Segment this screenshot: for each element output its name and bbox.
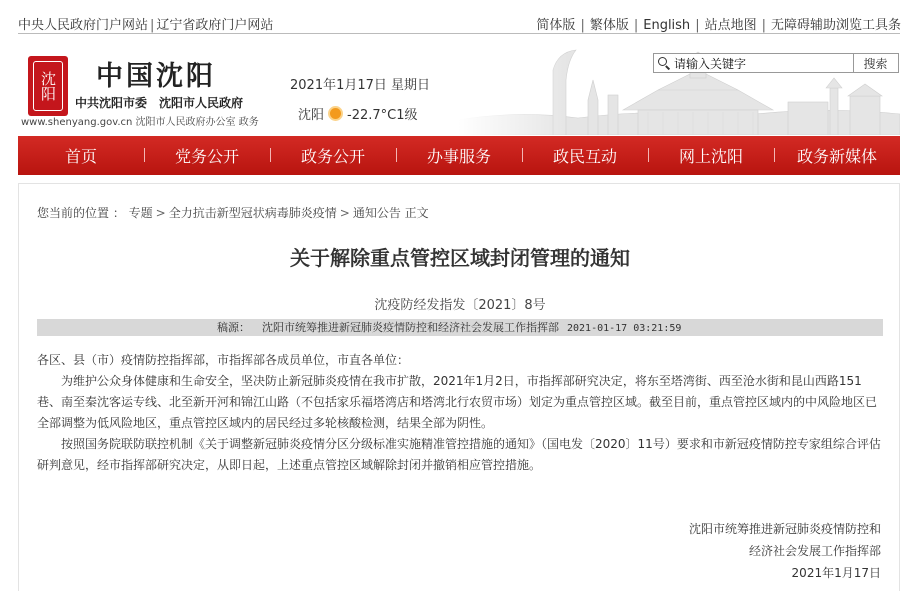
- nav-item-government-affairs[interactable]: 政务公开: [270, 144, 396, 167]
- weather-city: 沈阳: [298, 108, 325, 123]
- document-number: 沈疫防经发指发〔2021〕8号: [374, 298, 546, 313]
- site-header: [18, 40, 900, 135]
- breadcrumb-item-topic[interactable]: 专题: [128, 206, 153, 220]
- breadcrumb-prefix: 您当前的位置 ：: [37, 206, 125, 220]
- weather-widget: [298, 104, 418, 123]
- search-icon: [657, 56, 671, 70]
- nav-item-interaction[interactable]: 政民互动: [522, 144, 648, 167]
- search-box: [653, 53, 899, 73]
- site-url: www.shenyang.gov.cn 沈阳市人民政府办公室 政务: [21, 117, 259, 128]
- paragraph: 按照国务院联防联控机制《关于调整新冠肺炎疫情分区分级标准实施精准管控措施的通知》（国电发〔2020〕11号）要求和市新冠疫情防控专家组综合评估研判意见，经市指挥部研究决定，从即日起，上述重点管控区域解除封闭并撤销相应管控措施。: [37, 437, 881, 472]
- top-right-links: [536, 14, 901, 33]
- divider: |: [150, 18, 155, 33]
- breadcrumb-item-covid[interactable]: 全力抗击新型冠状病毒肺炎疫情: [168, 206, 337, 220]
- link-simplified[interactable]: 简体版: [536, 18, 576, 33]
- signature-date: 2021年1月17日: [791, 566, 881, 580]
- nav-item-services[interactable]: 办事服务: [396, 144, 522, 167]
- article-body: [37, 350, 883, 476]
- top-rule: [18, 33, 900, 34]
- breadcrumb-item-notice[interactable]: 通知公告 正文: [352, 206, 429, 220]
- nav-item-party-affairs[interactable]: 党务公开: [144, 144, 270, 167]
- search-input[interactable]: [671, 54, 853, 72]
- link-liaoning-gov[interactable]: 辽宁省政府门户网站: [156, 18, 274, 33]
- signature-line-2: 经济社会发展工作指挥部: [748, 544, 881, 558]
- nav-item-new-media[interactable]: 政务新媒体: [774, 144, 900, 167]
- article-title: 关于解除重点管控区域封闭管理的通知: [290, 246, 630, 270]
- divider: |: [761, 18, 766, 33]
- link-accessibility[interactable]: 无障碍辅助浏览工具条: [770, 18, 901, 33]
- source-bar: [37, 319, 883, 336]
- salutation: 各区、县（市）疫情防控指挥部，市指挥部各成员单位，市直各单位：: [37, 353, 410, 367]
- publish-time: 2021-01-17 03:21:59: [567, 323, 682, 334]
- divider: |: [580, 18, 585, 33]
- source-name: 沈阳市统筹推进新冠肺炎疫情防控和经济社会发展工作指挥部: [262, 321, 559, 334]
- main-nav: [18, 136, 900, 175]
- source-label: 稿源：: [217, 321, 250, 334]
- divider: |: [633, 18, 639, 33]
- nav-item-online-shenyang[interactable]: 网上沈阳: [648, 144, 774, 167]
- city-seal-logo[interactable]: [28, 56, 68, 116]
- nav-item-home[interactable]: 首页: [64, 147, 97, 166]
- site-sponsors: 中共沈阳市委 沈阳市人民政府: [75, 96, 244, 110]
- paragraph: 为维护公众身体健康和生命安全，坚决防止新冠肺炎疫情在我市扩散，2021年1月2日，市指挥部研究决定，将东至塔湾街、西至沧水街和昆山西路151巷、南至秦沈客运专线、北至新开河和锦江山路（不包括家乐福塔湾店和塔湾北行农贸市场）划定为重点管控区域。截至目前，重点管控区域内的中风险地区已全部调整为低风险地区，重点管控区域内的居民经过多轮核酸检测，结果全部为阴性。: [37, 374, 878, 430]
- search-button[interactable]: 搜索: [853, 54, 897, 72]
- breadcrumb: [37, 204, 429, 221]
- current-date: 2021年1月17日 星期日: [290, 78, 431, 93]
- seal-frame: [33, 61, 63, 111]
- divider: |: [695, 18, 700, 33]
- chevron-right-icon: >: [339, 206, 350, 220]
- link-sitemap[interactable]: 站点地图: [704, 18, 757, 33]
- article-panel: [18, 183, 900, 591]
- site-name[interactable]: 中国沈阳: [96, 61, 216, 92]
- link-central-gov[interactable]: 中央人民政府门户网站: [18, 18, 149, 33]
- link-english[interactable]: English: [643, 18, 691, 33]
- seal-text: 沈阳: [39, 71, 57, 101]
- link-traditional[interactable]: 繁体版: [589, 18, 629, 33]
- top-bar: [0, 0, 915, 34]
- top-left-links: [18, 14, 273, 33]
- sun-icon: [330, 108, 341, 119]
- signature-line-1: 沈阳市统筹推进新冠肺炎疫情防控和: [688, 522, 881, 536]
- chevron-right-icon: >: [155, 206, 166, 220]
- weather-temp: -22.7°C1级: [347, 108, 418, 123]
